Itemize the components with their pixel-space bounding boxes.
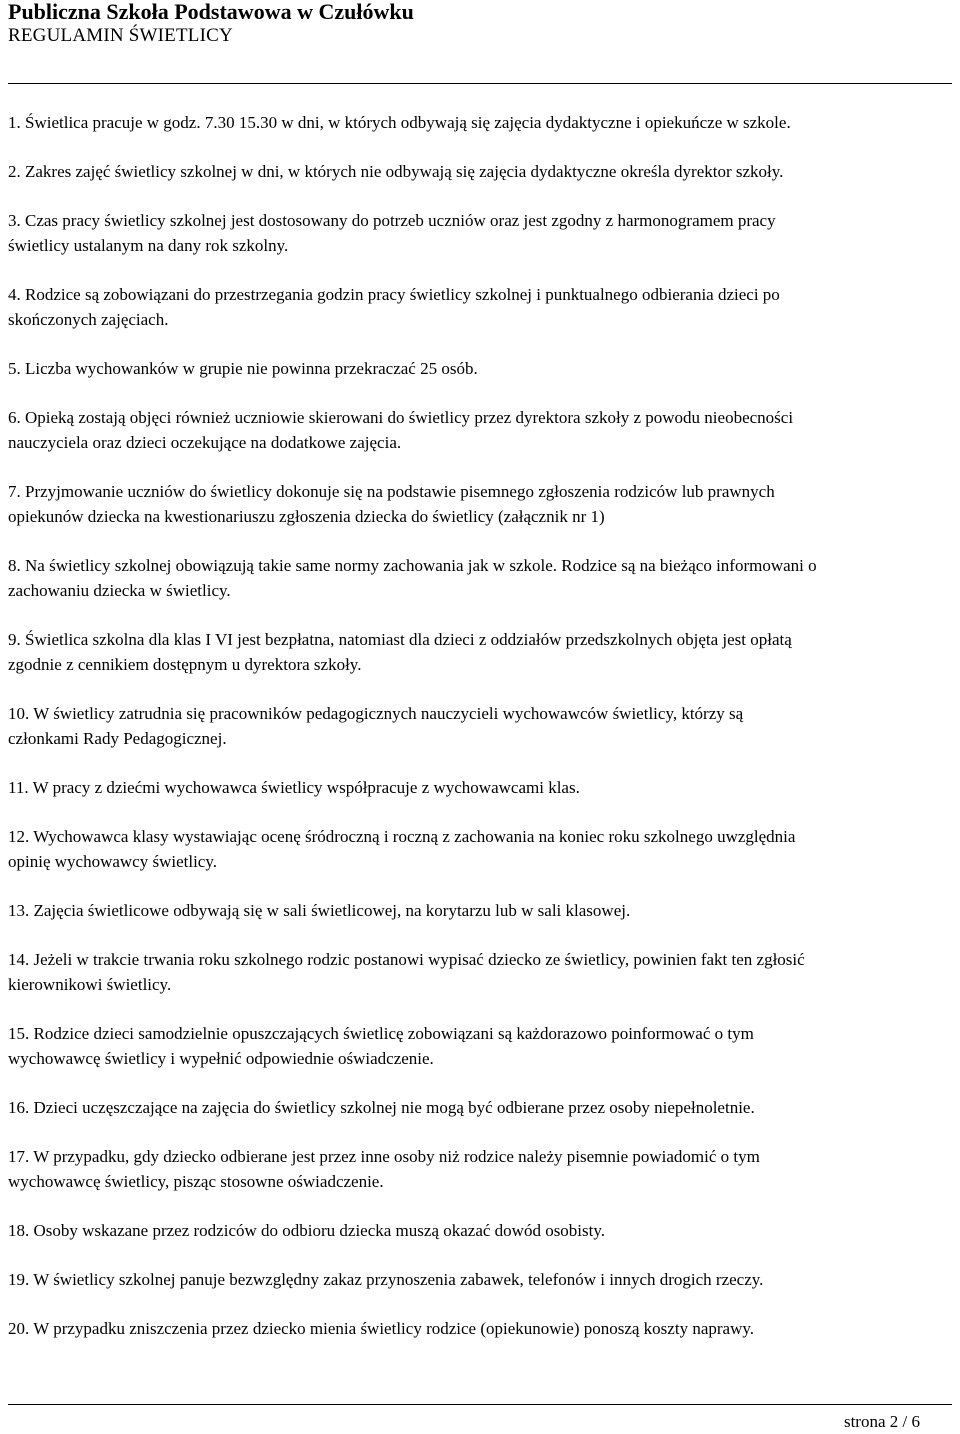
- regulation-item-text: Wychowawca klasy wystawiając ocenę śródroczną i roczną z zachowania na koniec roku szkolnego uwzględnia: [33, 827, 796, 846]
- regulation-item-line: [8, 405, 952, 430]
- regulation-item: [8, 627, 952, 677]
- regulation-item-number: 6.: [8, 408, 21, 427]
- regulation-item-line: [8, 775, 952, 800]
- regulation-item-text: W przypadku zniszczenia przez dziecko mienia świetlicy rodzice (opiekunowie) ponoszą koszty naprawy.: [33, 1319, 754, 1338]
- regulation-item-line: [8, 947, 952, 972]
- regulation-item-line: [8, 1267, 952, 1292]
- regulation-item-text: Zakres zajęć świetlicy szkolnej w dni, w których nie odbywają się zajęcia dydaktyczne określa dyrektor szkoły.: [25, 162, 784, 181]
- regulation-item-text: opiekunów dziecka na kwestionariuszu zgłoszenia dziecka do świetlicy (załącznik nr 1): [8, 507, 605, 526]
- regulation-item-text: skończonych zajęciach.: [8, 310, 169, 329]
- regulation-item-line: [8, 972, 952, 997]
- regulation-item: [8, 1267, 952, 1292]
- regulation-item-line: [8, 356, 952, 381]
- regulation-item-number: 1.: [8, 113, 21, 132]
- regulation-item-line: [8, 1169, 952, 1194]
- regulation-item-line: [8, 282, 952, 307]
- regulation-item: [8, 553, 952, 603]
- page-number: strona 2 / 6: [843, 1412, 920, 1431]
- regulation-item-text: W przypadku, gdy dziecko odbierane jest przez inne osoby niż rodzice należy pisemnie powiadomić o tym: [33, 1147, 760, 1166]
- regulation-item-line: [8, 479, 952, 504]
- regulation-item: [8, 775, 952, 800]
- regulation-item-number: 7.: [8, 482, 21, 501]
- regulation-item-number: 15.: [8, 1024, 30, 1043]
- regulation-item: [8, 1316, 952, 1341]
- regulation-item-number: 20.: [8, 1319, 30, 1338]
- regulation-item: [8, 208, 952, 258]
- regulation-item: [8, 159, 952, 184]
- regulation-item-line: [8, 824, 952, 849]
- regulation-item-number: 19.: [8, 1270, 30, 1289]
- regulation-item-text: zachowaniu dziecka w świetlicy.: [8, 581, 231, 600]
- regulation-item-number: 4.: [8, 285, 21, 304]
- regulation-item-text: nauczyciela oraz dzieci oczekujące na dodatkowe zajęcia.: [8, 433, 402, 452]
- regulation-item-text: Rodzice dzieci samodzielnie opuszczających świetlicę zobowiązani są każdorazowo poinformować o tym: [33, 1024, 754, 1043]
- regulation-item-line: [8, 307, 952, 332]
- regulation-item-line: [8, 110, 952, 135]
- regulation-item-number: 8.: [8, 556, 21, 575]
- regulation-item: [8, 282, 952, 332]
- regulation-item-text: Liczba wychowanków w grupie nie powinna przekraczać 25 osób.: [25, 359, 478, 378]
- regulation-item: [8, 701, 952, 751]
- regulation-item-text: Przyjmowanie uczniów do świetlicy dokonuje się na podstawie pisemnego zgłoszenia rodziców lub prawnych: [25, 482, 775, 501]
- regulation-item-line: [8, 849, 952, 874]
- regulation-item-line: [8, 898, 952, 923]
- regulation-item-number: 5.: [8, 359, 21, 378]
- regulation-item: [8, 1095, 952, 1120]
- regulation-item-number: 9.: [8, 630, 21, 649]
- regulation-item-text: opinię wychowawcy świetlicy.: [8, 852, 217, 871]
- regulation-item-number: 3.: [8, 211, 21, 230]
- regulation-item: [8, 110, 952, 135]
- regulation-item: [8, 479, 952, 529]
- regulation-item-line: [8, 652, 952, 677]
- regulation-item-text: Jeżeli w trakcie trwania roku szkolnego rodzic postanowi wypisać dziecko ze świetlicy, powinien fakt ten zgłosić: [33, 950, 805, 969]
- regulation-item-text: Rodzice są zobowiązani do przestrzegania godzin pracy świetlicy szkolnej i punktualnego odbierania dzieci po: [25, 285, 780, 304]
- regulation-item-line: [8, 1046, 952, 1071]
- regulation-item-number: 11.: [8, 778, 29, 797]
- regulation-item-text: W świetlicy zatrudnia się pracowników pedagogicznych nauczycieli wychowawców świetlicy, którzy są: [33, 704, 744, 723]
- regulation-item-line: [8, 627, 952, 652]
- regulation-item-number: 17.: [8, 1147, 30, 1166]
- regulation-item-text: członkami Rady Pedagogicznej.: [8, 729, 227, 748]
- regulation-item-line: [8, 1144, 952, 1169]
- regulation-item-text: Na świetlicy szkolnej obowiązują takie same normy zachowania jak w szkole. Rodzice są na bieżąco informowani o: [25, 556, 817, 575]
- regulation-item: [8, 1021, 952, 1071]
- footer-divider: [8, 1404, 952, 1405]
- regulation-item-text: zgodnie z cennikiem dostępnym u dyrektora szkoły.: [8, 655, 362, 674]
- regulation-item-text: wychowawcę świetlicy i wypełnić odpowiednie oświadczenie.: [8, 1049, 434, 1068]
- regulation-item-line: [8, 1316, 952, 1341]
- regulation-item: [8, 947, 952, 997]
- regulation-item-number: 16.: [8, 1098, 30, 1117]
- regulation-item: [8, 1144, 952, 1194]
- regulation-item-line: [8, 208, 952, 233]
- regulation-item-number: 12.: [8, 827, 30, 846]
- regulation-item-text: świetlicy ustalanym na dany rok szkolny.: [8, 236, 289, 255]
- regulation-item-text: Świetlica pracuje w godz. 7.30 15.30 w dni, w których odbywają się zajęcia dydaktyczne i opiekuńcze w szkole.: [25, 113, 791, 132]
- regulation-item-text: kierownikowi świetlicy.: [8, 975, 172, 994]
- regulation-item-text: wychowawcę świetlicy, pisząc stosowne oświadczenie.: [8, 1172, 384, 1191]
- regulation-item-text: W świetlicy szkolnej panuje bezwzględny zakaz przynoszenia zabawek, telefonów i innych drogich rzeczy.: [33, 1270, 764, 1289]
- regulation-item: [8, 405, 952, 455]
- regulation-item-line: [8, 726, 952, 751]
- regulation-item: [8, 356, 952, 381]
- regulations-list: [8, 110, 952, 1365]
- regulation-item: [8, 824, 952, 874]
- document-title: REGULAMIN ŚWIETLICY: [8, 25, 233, 46]
- regulation-item-number: 2.: [8, 162, 21, 181]
- regulation-item-line: [8, 1218, 952, 1243]
- regulation-item-line: [8, 430, 952, 455]
- header-divider: [8, 83, 952, 84]
- regulation-item: [8, 898, 952, 923]
- regulation-item-line: [8, 578, 952, 603]
- regulation-item-text: Czas pracy świetlicy szkolnej jest dostosowany do potrzeb uczniów oraz jest zgodny z harmonogramem pracy: [25, 211, 776, 230]
- regulation-item-number: 14.: [8, 950, 30, 969]
- regulation-item-text: Zajęcia świetlicowe odbywają się w sali świetlicowej, na korytarzu lub w sali klasowej.: [33, 901, 631, 920]
- regulation-item-text: W pracy z dziećmi wychowawca świetlicy współpracuje z wychowawcami klas.: [32, 778, 580, 797]
- regulation-item-line: [8, 1095, 952, 1120]
- regulation-item-line: [8, 233, 952, 258]
- regulation-item-line: [8, 1021, 952, 1046]
- regulation-item-number: 13.: [8, 901, 30, 920]
- regulation-item-text: Świetlica szkolna dla klas I VI jest bezpłatna, natomiast dla dzieci z oddziałów przedszkolnych objęta jest opłatą: [25, 630, 792, 649]
- regulation-item-text: Osoby wskazane przez rodziców do odbioru dziecka muszą okazać dowód osobisty.: [33, 1221, 606, 1240]
- regulation-item-number: 18.: [8, 1221, 30, 1240]
- regulation-item: [8, 1218, 952, 1243]
- school-name: Publiczna Szkoła Podstawowa w Czułówku: [8, 0, 414, 24]
- regulation-item-line: [8, 553, 952, 578]
- regulation-item-number: 10.: [8, 704, 30, 723]
- regulation-item-line: [8, 504, 952, 529]
- regulation-item-line: [8, 159, 952, 184]
- regulation-item-text: Opieką zostają objęci również uczniowie skierowani do świetlicy przez dyrektora szkoły z powodu nieobecności: [25, 408, 794, 427]
- regulation-item-text: Dzieci uczęszczające na zajęcia do świetlicy szkolnej nie mogą być odbierane przez osoby niepełnoletnie.: [33, 1098, 755, 1117]
- page-header: [8, 0, 952, 88]
- regulation-item-line: [8, 701, 952, 726]
